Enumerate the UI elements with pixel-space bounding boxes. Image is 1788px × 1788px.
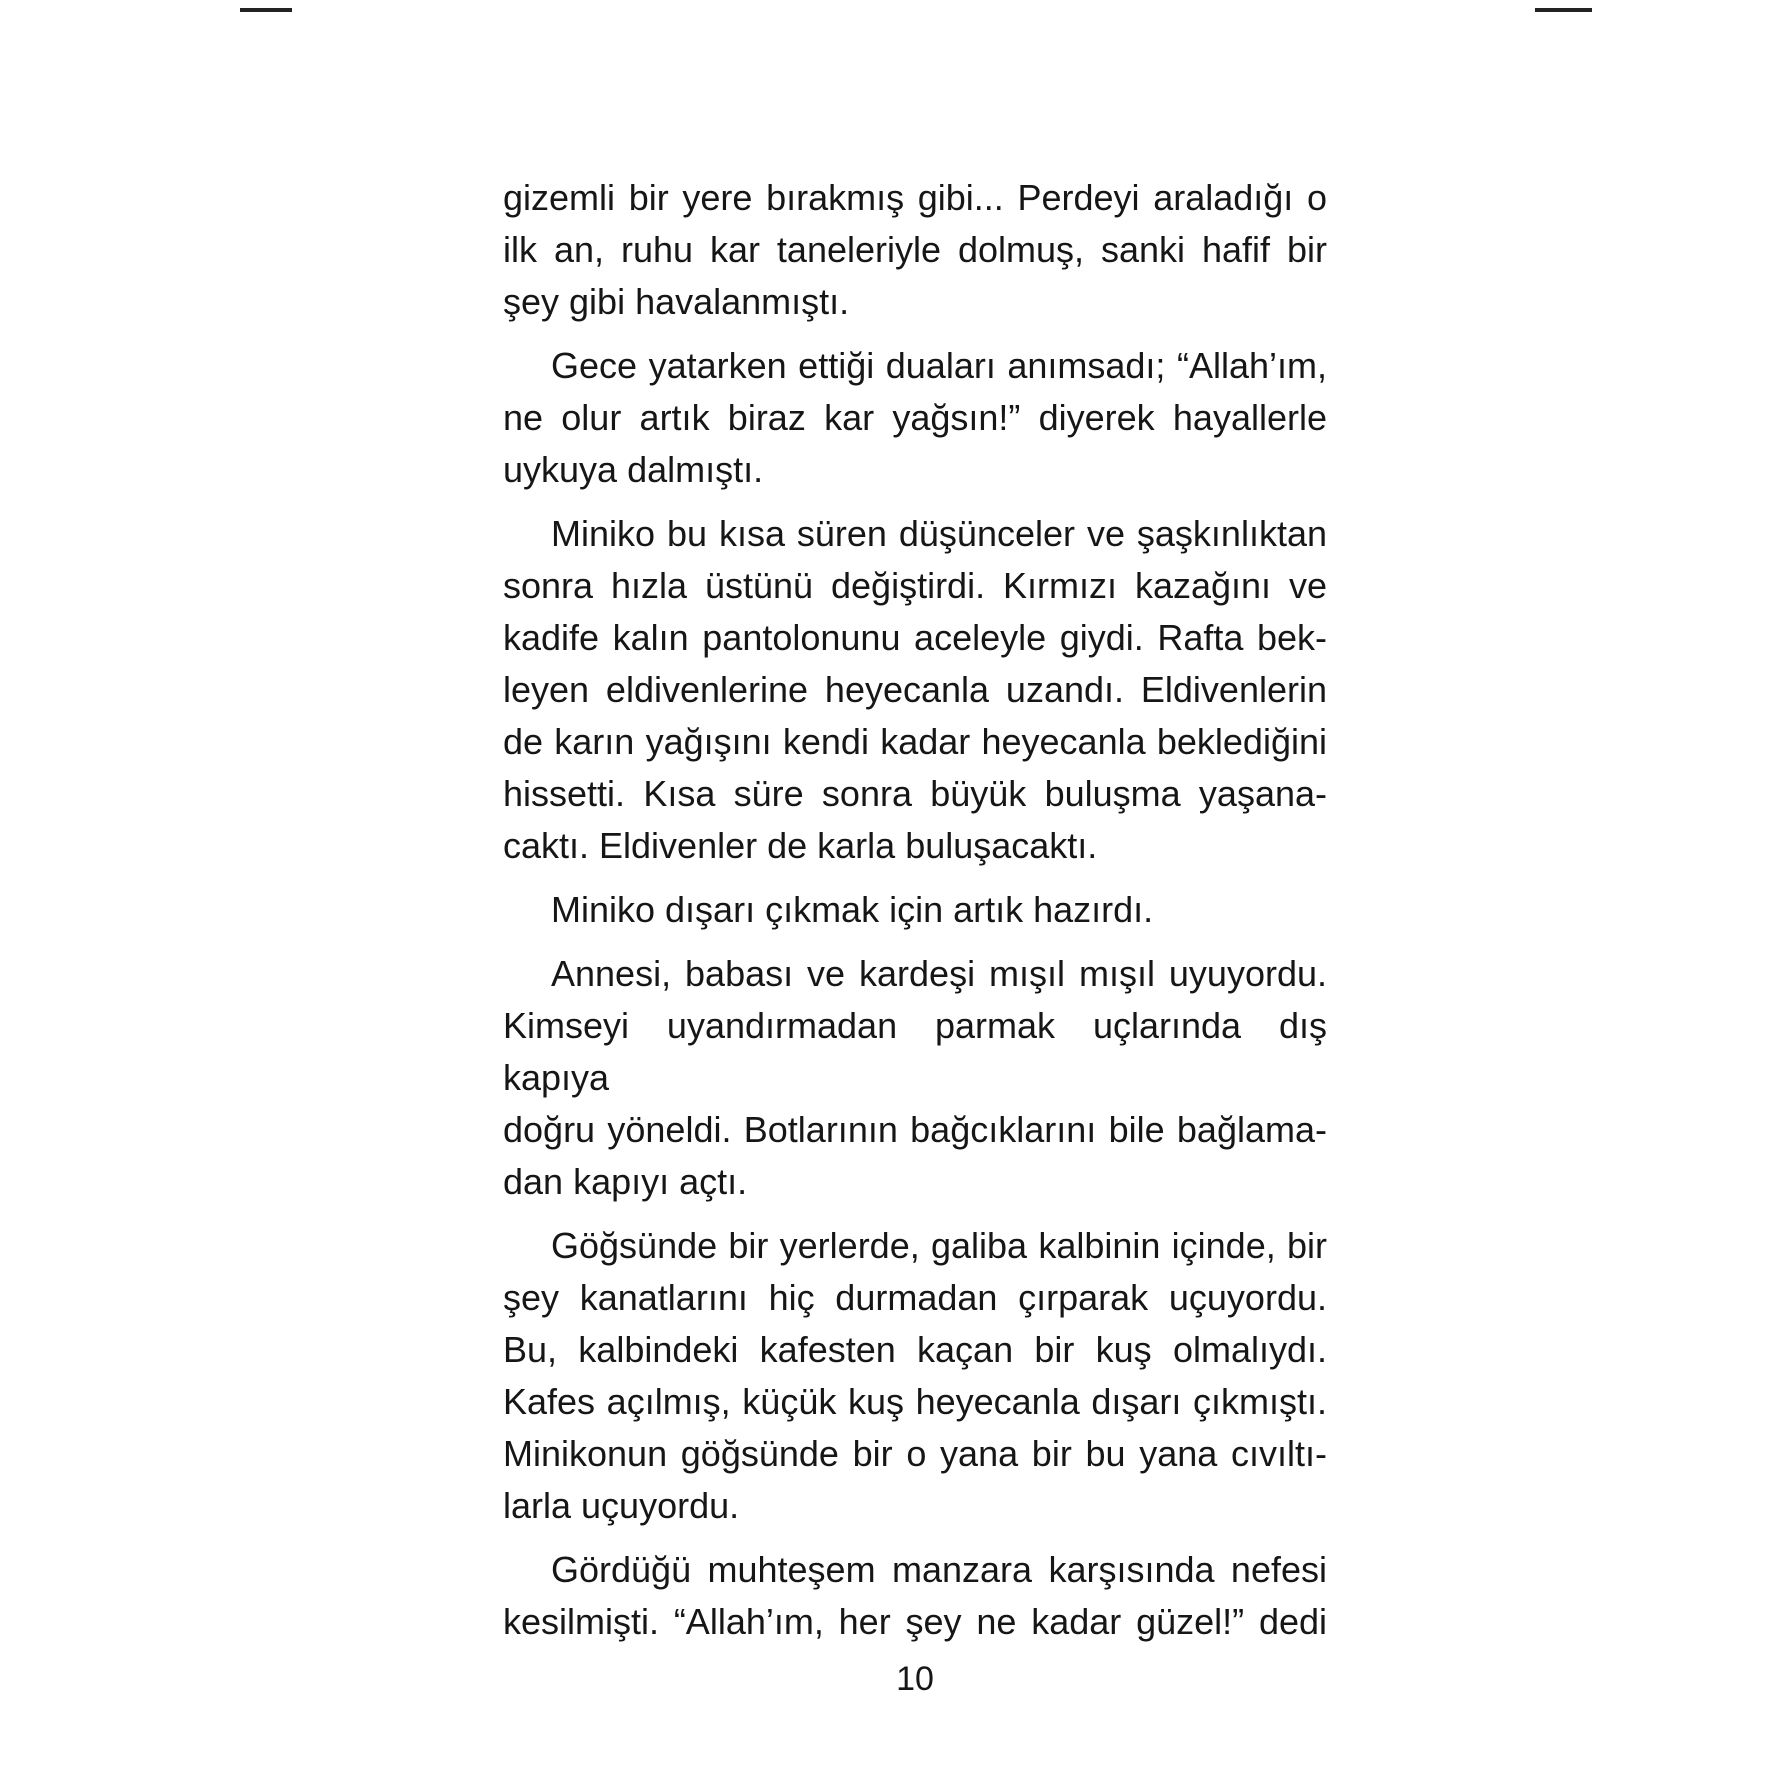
crop-mark-left [240,8,292,12]
text-line: Bu, kalbindeki kafesten kaçan bir kuş olmalıydı. [503,1329,1327,1370]
paragraph [503,1220,1327,1532]
text-line: Minikonun göğsünde bir o yana bir bu yana cıvıltı- [503,1433,1327,1474]
text-line: sonra hızla üstünü değiştirdi. Kırmızı kazağını ve [503,565,1327,606]
text-line: caktı. Eldivenler de karla buluşacaktı. [503,825,1098,866]
paragraph [503,948,1327,1208]
text-line: larla uçuyordu. [503,1485,740,1526]
text-line: de karın yağışını kendi kadar heyecanla beklediğini [503,721,1327,762]
text-line: şey kanatlarını hiç durmadan çırparak uçuyordu. [503,1277,1327,1318]
page-text [503,172,1327,1648]
paragraph [503,1544,1327,1648]
text-line: Kafes açılmış, küçük kuş heyecanla dışarı çıkmıştı. [503,1381,1327,1422]
text-line: kesilmişti. “Allah’ım, her şey ne kadar güzel!” dedi [503,1601,1327,1642]
text-line: Miniko dışarı çıkmak için artık hazırdı. [551,889,1154,930]
text-line: Göğsünde bir yerlerde, galiba kalbinin içinde, bir [551,1225,1327,1266]
text-line: ne olur artık biraz kar yağsın!” diyerek hayallerle [503,397,1327,438]
paragraph [503,172,1327,328]
text-line: Gece yatarken ettiği duaları anımsadı; “Allah’ım, [551,345,1327,386]
text-line: dan kapıyı açtı. [503,1161,748,1202]
text-line: gizemli bir yere bırakmış gibi... Perdeyi araladığı o [503,177,1327,218]
text-line: şey gibi havalanmıştı. [503,281,850,322]
paragraph [503,340,1327,496]
paragraph [503,884,1327,936]
text-line: Miniko bu kısa süren düşünceler ve şaşkınlıktan [551,513,1327,554]
text-line: hissetti. Kısa süre sonra büyük buluşma yaşana- [503,773,1327,814]
text-line: kadife kalın pantolonunu aceleyle giydi. Rafta bek- [503,617,1327,658]
text-line: doğru yöneldi. Botlarının bağcıklarını bile bağlama- [503,1109,1327,1150]
text-line: Gördüğü muhteşem manzara karşısında nefesi [551,1549,1327,1590]
text-line: Annesi, babası ve kardeşi mışıl mışıl uyuyordu. [551,953,1327,994]
text-line: Kimseyi uyandırmadan parmak uçlarında dış kapıya [503,1005,1327,1098]
text-line: uykuya dalmıştı. [503,449,764,490]
text-line: ilk an, ruhu kar taneleriyle dolmuş, sanki hafif bir [503,229,1327,270]
text-line: leyen eldivenlerine heyecanla uzandı. Eldivenlerin [503,669,1327,710]
page-number: 10 [896,1660,934,1698]
paragraph [503,508,1327,872]
crop-mark-right [1535,8,1592,12]
